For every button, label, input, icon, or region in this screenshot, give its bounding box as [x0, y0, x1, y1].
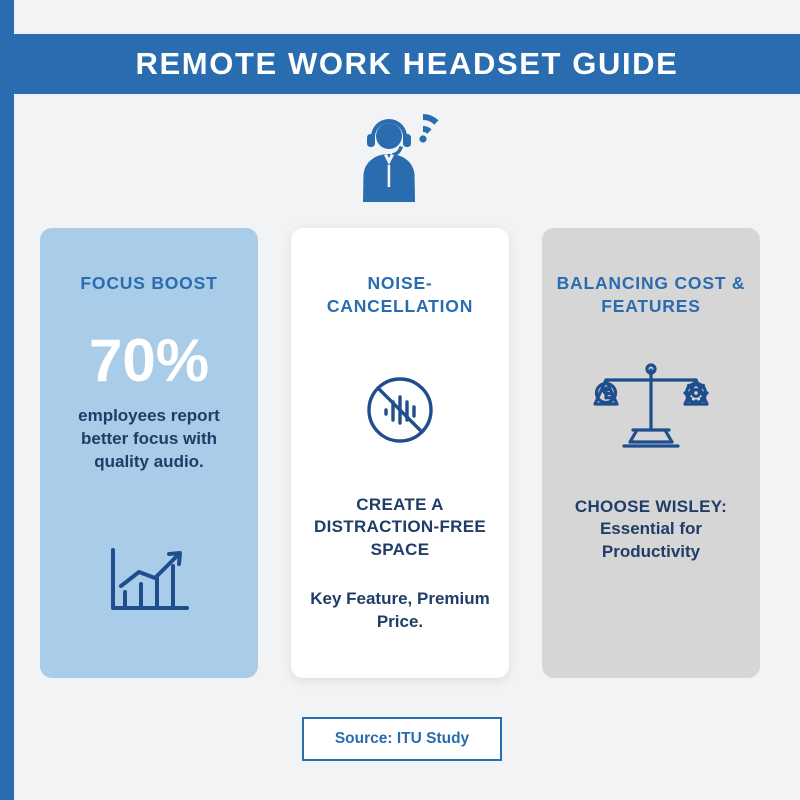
card-title: NOISE-CANCELLATION — [326, 273, 474, 316]
card-focus-boost — [40, 228, 258, 678]
hero-illustration — [0, 110, 800, 202]
card-body-primary: CHOOSE WISLEY: — [574, 496, 728, 516]
source-badge — [302, 717, 502, 761]
card-body-primary: CREATE A DISTRACTION-FREE SPACE — [314, 494, 486, 560]
card-noise-cancellation — [291, 228, 509, 678]
headset-person-icon — [345, 110, 455, 202]
header-bar — [14, 34, 800, 94]
card-title: BALANCING COST & FEATURES — [556, 273, 746, 316]
card-icon-wrap — [103, 542, 195, 618]
card-title: FOCUS BOOST — [80, 273, 218, 293]
scales-balance-icon — [592, 358, 710, 450]
card-body-secondary: Key Feature, Premium Price. — [310, 589, 490, 632]
card-balancing-cost-features — [542, 228, 760, 678]
stat-caption: employees report better focus with quality audio. — [78, 405, 220, 471]
stat-value: 70% — [88, 326, 210, 394]
page-title: REMOTE WORK HEADSET GUIDE — [135, 46, 679, 81]
card-icon-wrap — [356, 366, 444, 454]
card-body-secondary: Essential for Productivity — [599, 519, 703, 562]
cards-row — [40, 228, 760, 678]
bar-chart-growth-icon — [103, 542, 195, 618]
no-noise-icon — [356, 366, 444, 454]
card-icon-wrap — [592, 358, 710, 450]
source-label: Source: ITU Study — [334, 730, 470, 747]
